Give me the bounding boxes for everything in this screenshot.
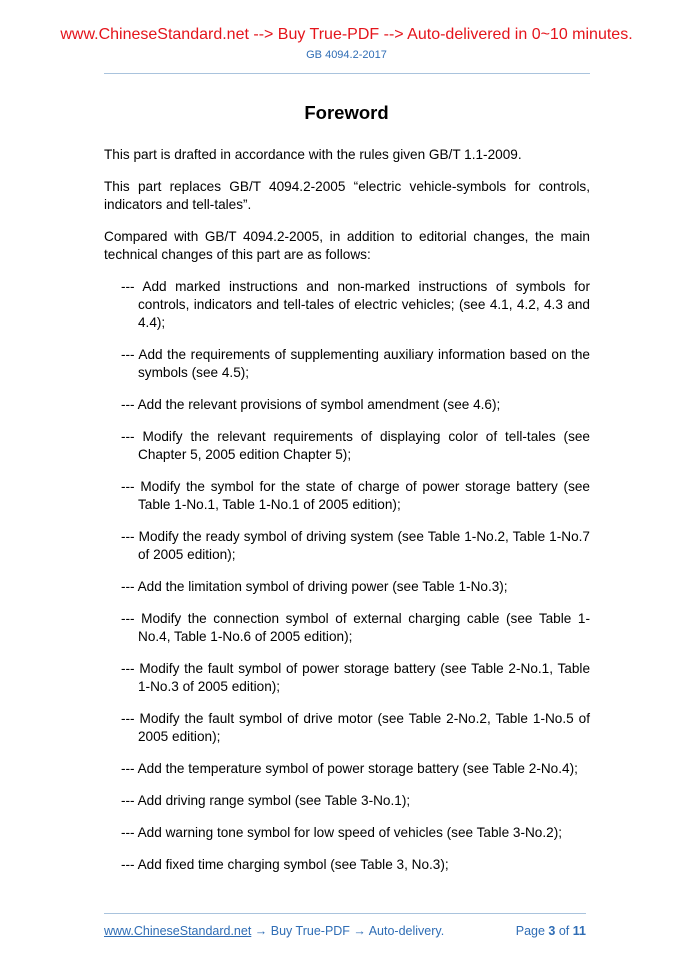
list-item: --- Add driving range symbol (see Table 3-No.1);	[121, 793, 411, 808]
list-item: --- Add the requirements of supplementing auxiliary information based on the symbols (see 4.5);	[121, 347, 590, 380]
foreword-body	[104, 146, 590, 888]
document-code: GB 4094.2-2017	[306, 49, 387, 61]
header-divider	[104, 73, 590, 74]
list-item: --- Add the limitation symbol of driving power (see Table 1-No.3);	[121, 579, 508, 594]
list-item: --- Modify the relevant requirements of displaying color of tell-tales (see Chapter 5, 2005 edition Chapter 5);	[121, 429, 590, 462]
footer-tagline: → Buy True-PDF → Auto-delivery.	[251, 924, 445, 938]
paragraph: Compared with GB/T 4094.2-2005, in addition to editorial changes, the main technical changes of this part are as follows:	[104, 229, 590, 262]
page-current: 3	[548, 924, 556, 938]
page-total: 11	[572, 924, 586, 938]
list-item: --- Add warning tone symbol for low speed of vehicles (see Table 3-No.2);	[121, 825, 563, 840]
list-item: --- Modify the fault symbol of drive motor (see Table 2-No.2, Table 1-No.5 of 2005 edition);	[121, 711, 590, 744]
changes-list	[104, 278, 590, 874]
list-item: --- Add the temperature symbol of power storage battery (see Table 2-No.4);	[121, 761, 578, 776]
list-item: --- Modify the connection symbol of external charging cable (see Table 1-No.4, Table 1-No.6 of 2005 edition);	[121, 611, 590, 644]
paragraph: This part replaces GB/T 4094.2-2005 “electric vehicle-symbols for controls, indicators and tell-tales”.	[104, 179, 590, 212]
list-item: --- Add fixed time charging symbol (see Table 3, No.3);	[121, 857, 449, 872]
paragraph: This part is drafted in accordance with the rules given GB/T 1.1-2009.	[104, 147, 522, 162]
page-number	[516, 924, 586, 938]
list-item: --- Modify the ready symbol of driving system (see Table 1-No.2, Table 1-No.7 of 2005 edition);	[121, 529, 590, 562]
list-item: --- Modify the symbol for the state of charge of power storage battery (see Table 1-No.1, Table 1-No.1 of 2005 edition);	[121, 479, 590, 512]
footer-divider	[104, 913, 586, 914]
page-title: Foreword	[304, 102, 389, 123]
top-banner-link[interactable]: www.ChineseStandard.net --> Buy True-PDF --> Auto-delivered in 0~10 minutes.	[60, 26, 633, 43]
list-item: --- Add the relevant provisions of symbol amendment (see 4.6);	[121, 397, 501, 412]
page-word: Page	[515, 924, 545, 938]
page-of: of	[558, 924, 570, 938]
footer-site-link[interactable]: www.ChineseStandard.net	[104, 924, 252, 938]
list-item: --- Add marked instructions and non-marked instructions of symbols for controls, indicators and tell-tales of electric vehicles; (see 4.1, 4.2, 4.3 and 4.4);	[121, 279, 590, 330]
list-item: --- Modify the fault symbol of power storage battery (see Table 2-No.1, Table 1-No.3 of 2005 edition);	[121, 661, 590, 694]
footer-link[interactable]	[104, 924, 444, 938]
